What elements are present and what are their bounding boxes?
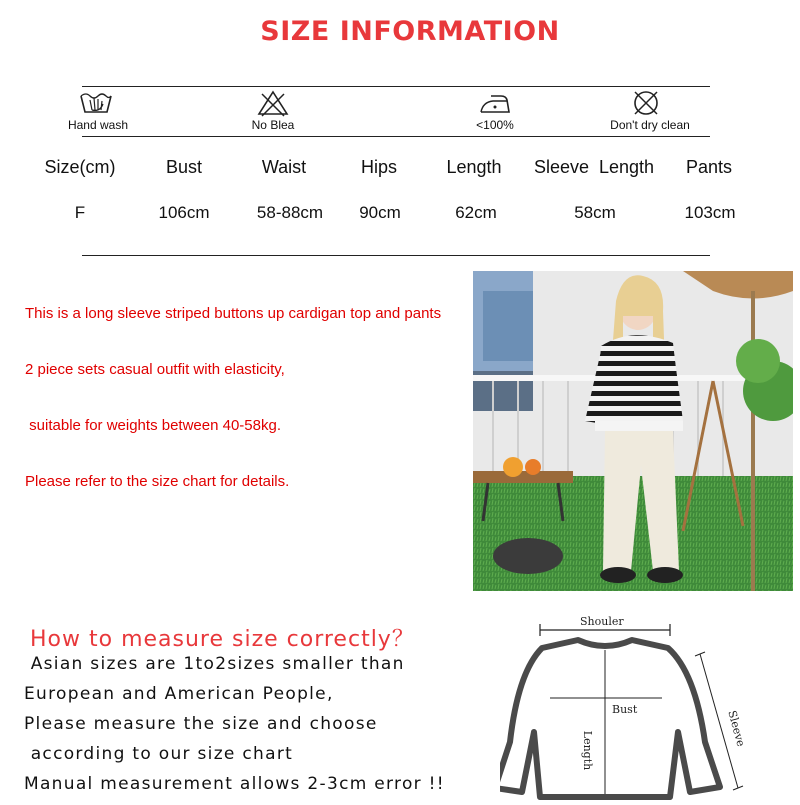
table-header: Bust — [165, 157, 203, 177]
product-photo-illustration — [473, 271, 793, 591]
no-bleach-icon — [253, 88, 293, 118]
hand-wash-icon — [76, 88, 116, 118]
no-dry-clean-icon — [626, 88, 666, 118]
divider-table-bottom — [82, 255, 710, 256]
care-no-bleach — [213, 88, 333, 132]
table-header: Size(cm) — [44, 157, 116, 177]
table-cell: 62cm — [455, 203, 497, 222]
howto-line: Please measure the size and choose — [24, 714, 378, 734]
howto-line: European and American People, — [24, 684, 334, 704]
howto-line: according to our size chart — [24, 744, 294, 764]
description-line: This is a long sleeve striped buttons up cardigan top and pants — [25, 305, 442, 322]
description-line: suitable for weights between 40-58kg. — [25, 417, 281, 434]
iron-icon — [475, 88, 515, 118]
table-cell: 58cm — [574, 203, 616, 222]
table-header: Pants — [685, 157, 733, 177]
bust-label: Bust — [612, 703, 638, 716]
table-cell: 58-88cm — [256, 203, 324, 222]
howto-line: Manual measurement allows 2-3cm error !! — [24, 774, 445, 794]
page-title: SIZE INFORMATION — [260, 16, 560, 47]
table-header: Length — [446, 157, 502, 177]
care-hand-wash — [40, 88, 160, 132]
howto-line: Asian sizes are 1to2sizes smaller than — [24, 654, 405, 674]
description-line: 2 piece sets casual outfit with elasticity, — [25, 361, 285, 378]
table-cell: 103cm — [684, 203, 736, 222]
sleeve-label: Sleeve — [725, 709, 748, 748]
length-label: Length — [581, 730, 595, 771]
table-cell: 90cm — [359, 203, 401, 222]
product-photo — [473, 271, 793, 591]
care-no-dry-clean — [590, 88, 710, 132]
care-label: Don't dry clean — [610, 118, 690, 132]
table-header: Hips — [360, 157, 397, 177]
description-line: Please refer to the size chart for details. — [25, 473, 290, 490]
shoulder-label: Shouler — [580, 615, 624, 628]
table-cell: 106cm — [158, 203, 210, 222]
care-label: No Blea — [251, 118, 295, 132]
divider-top — [82, 86, 710, 87]
care-label: <100% — [476, 118, 514, 132]
care-iron — [435, 88, 555, 132]
table-header: Waist — [261, 157, 307, 177]
care-label: Hand wash — [67, 118, 129, 132]
howto-title: How to measure size correctly？ — [30, 627, 415, 652]
divider-care — [82, 136, 710, 137]
table-header: Sleeve Length — [533, 157, 655, 177]
measurement-diagram — [500, 612, 760, 800]
table-cell: F — [74, 203, 86, 222]
